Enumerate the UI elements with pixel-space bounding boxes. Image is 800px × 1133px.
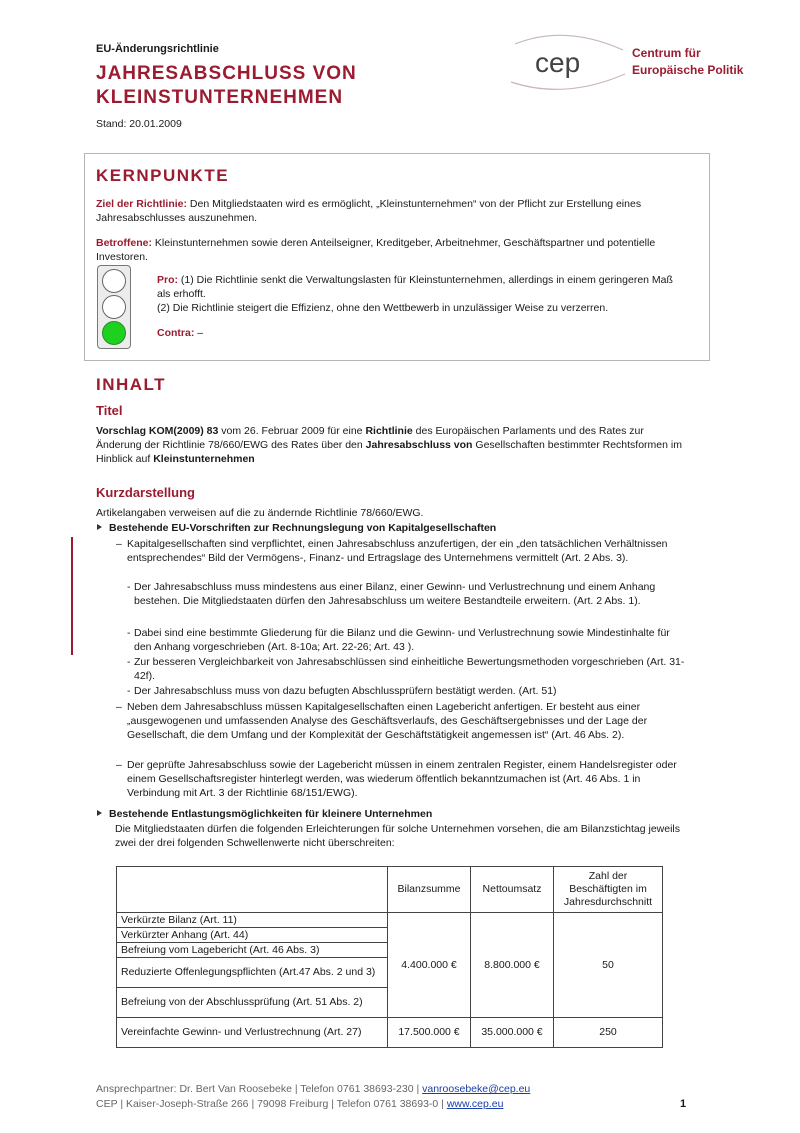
document-date: Stand: 20.01.2009 (96, 118, 182, 130)
pro-paragraph: Pro: (1) Die Richtlinie senkt die Verwaltungslasten für Kleinstunternehmen, allerdings in einem geringeren Maß als erhofft. (2) Die Richtlinie steigert die Effizienz, ohne den Wettbewerb in unzulässiger Weise zu verzerren. (157, 274, 673, 314)
traffic-light-lamp-green (102, 321, 126, 345)
value-umsatz-klein: 8.800.000 € (471, 913, 554, 1018)
value-besch-klein: 50 (554, 913, 663, 1018)
email-link[interactable]: vanroosebeke@cep.eu (422, 1083, 531, 1095)
column-header-bilanzsumme: Bilanzsumme (388, 867, 471, 913)
logo-name: Centrum für Europäische Politik (632, 46, 744, 77)
traffic-light-lamp-top (102, 269, 126, 293)
logo-mark-text: cep (535, 47, 581, 78)
inhalt-heading: INHALT (96, 375, 167, 394)
list-item: - Zur besseren Vergleichbarkeit von Jahresabschlüssen sind einheitliche Bewertungsmethoden vorgeschrieben (Art. 31-42f). (127, 656, 685, 682)
list-item: – Kapitalgesellschaften sind verpflichtet, einen Jahresabschluss anzufertigen, der ein „den tatsächlichen Verhältnissen entsprechendes“ Bild der Vermögens-, Finanz- und Ertragslage des Unternehmens vermittelt (Art. 2 Abs. 3). (116, 538, 668, 564)
value-umsatz-mittel: 35.000.000 € (471, 1018, 554, 1048)
traffic-light-lamp-middle (102, 295, 126, 319)
list-item: - Der Jahresabschluss muss von dazu befugten Abschlussprüfern bestätigt werden. (Art. 51) (127, 685, 557, 697)
titel-paragraph: Vorschlag KOM(2009) 83 vom 26. Februar 2009 für eine Richtlinie des Europäischen Parlaments und des Rates zur Änderung der Richtlinie 78/660/EWG des Rates über den Jahresabschluss von Gesellschaften bestimmter Rechtsformen im Hinblick auf Kleinstunternehmen (96, 425, 682, 465)
table-row: Verkürzter Anhang (Art. 44) (117, 928, 663, 943)
value-besch-mittel: 250 (554, 1018, 663, 1048)
bullet-triangle-icon (97, 524, 102, 530)
table-corner-cell (117, 867, 388, 913)
list-item: - Dabei sind eine bestimmte Gliederung für die Bilanz und die Gewinn- und Verlustrechnung sowie Mindestinhalte für den Anhang vorgeschrieben (Art. 8-10a; Art. 22-26; Art. 43 ). (127, 627, 670, 653)
page-number: 1 (680, 1098, 687, 1110)
table-row: Verkürzte Bilanz (Art. 11) 4.400.000 € 8.800.000 € 50 (117, 913, 663, 928)
titel-heading: Titel (96, 403, 123, 418)
margin-marker (71, 537, 73, 655)
footer-contact: Ansprechpartner: Dr. Bert Van Roosebeke | Telefon 0761 38693-230 | vanroosebeke@cep.eu (96, 1083, 531, 1095)
bullet2-paragraph: Die Mitgliedstaaten dürfen die folgenden Erleichterungen für solche Unternehmen vorsehen, die am Bilanzstichtag jeweils zwei der drei folgenden Schwellenwerte nicht überschreiten: (115, 823, 680, 849)
table-header-row (117, 867, 663, 913)
table-row: Befreiung von der Abschlussprüfung (Art. 51 Abs. 2) (117, 988, 663, 1018)
bullet-heading-1: Bestehende EU-Vorschriften zur Rechnungslegung von Kapitalgesellschaften (97, 522, 496, 534)
column-header-nettoumsatz: Nettoumsatz (471, 867, 554, 913)
document-type: EU-Änderungsrichtlinie (96, 43, 219, 55)
document-title: JAHRESABSCHLUSS VON KLEINSTUNTERNEHMEN (96, 63, 357, 108)
threshold-table (116, 866, 663, 1048)
bullet-triangle-icon (97, 810, 102, 816)
footer-address: CEP | Kaiser-Joseph-Straße 266 | 79098 Freiburg | Telefon 0761 38693-0 | www.cep.eu (96, 1098, 504, 1110)
betroffene-paragraph: Betroffene: Kleinstunternehmen sowie deren Anteilseigner, Kreditgeber, Arbeitnehmer, Geschäftspartner und potentielle Investoren. (96, 237, 656, 263)
cep-logo (505, 30, 785, 96)
bullet-heading-2: Bestehende Entlastungsmöglichkeiten für kleinere Unternehmen (97, 808, 432, 820)
contra-paragraph: Contra: – (157, 327, 204, 339)
value-bilanz-klein: 4.400.000 € (388, 913, 471, 1018)
list-item: – Neben dem Jahresabschluss müssen Kapitalgesellschaften einen Lagebericht anfertigen. Er besteht aus einer „ausgewogenen und umfassenden Analyse des Geschäftsverlaufs, des Geschäftsergebnisses und der Lage der Gesellschaft, die dem Umfang und der Komplexität der Geschäftstätigkeit angemessen ist“ (Art. 46 Abs. 2). (116, 701, 648, 741)
kernpunkte-heading: KERNPUNKTE (96, 166, 230, 185)
list-item: - Der Jahresabschluss muss mindestens aus einer Bilanz, einer Gewinn- und Verlustrechnung und einem Anhang bestehen. Die Mitgliedstaaten dürfen den Jahresabschluss um weitere Bestandteile erweitern. (Art. 2 Abs. 1). (127, 581, 656, 607)
column-header-beschaeftigte: Zahl der Beschäftigten im Jahresdurchschnitt (554, 867, 663, 913)
ziel-paragraph: Ziel der Richtlinie: Den Mitgliedstaaten wird es ermöglicht, „Kleinstunternehmen“ von der Pflicht zur Erstellung eines Jahresabschlusses auszunehmen. (96, 198, 642, 224)
value-bilanz-mittel: 17.500.000 € (388, 1018, 471, 1048)
table-row: Vereinfachte Gewinn- und Verlustrechnung (Art. 27) 17.500.000 € 35.000.000 € 250 (117, 1018, 663, 1048)
kurzdarstellung-heading: Kurzdarstellung (96, 485, 195, 500)
website-link[interactable]: www.cep.eu (446, 1098, 504, 1110)
traffic-light-icon (97, 265, 131, 349)
table-row: Reduzierte Offenlegungspflichten (Art.47 Abs. 2 und 3) (117, 958, 663, 988)
list-item: – Der geprüfte Jahresabschluss sowie der Lagebericht müssen in einem zentralen Register, einem Handelsregister oder einem Gesellschaftsregister hinterlegt werden, was wiederum öffentlich bekanntzumachen ist (Art. 46 Abs. 1 in Verbindung mit Art. 3 der Richtlinie 68/151/EWG). (116, 759, 677, 799)
cep-logo-mark (505, 30, 630, 96)
table-row: Befreiung vom Lagebericht (Art. 46 Abs. 3) (117, 943, 663, 958)
artikel-note: Artikelangaben verweisen auf die zu ändernde Richtlinie 78/660/EWG. (96, 507, 424, 519)
